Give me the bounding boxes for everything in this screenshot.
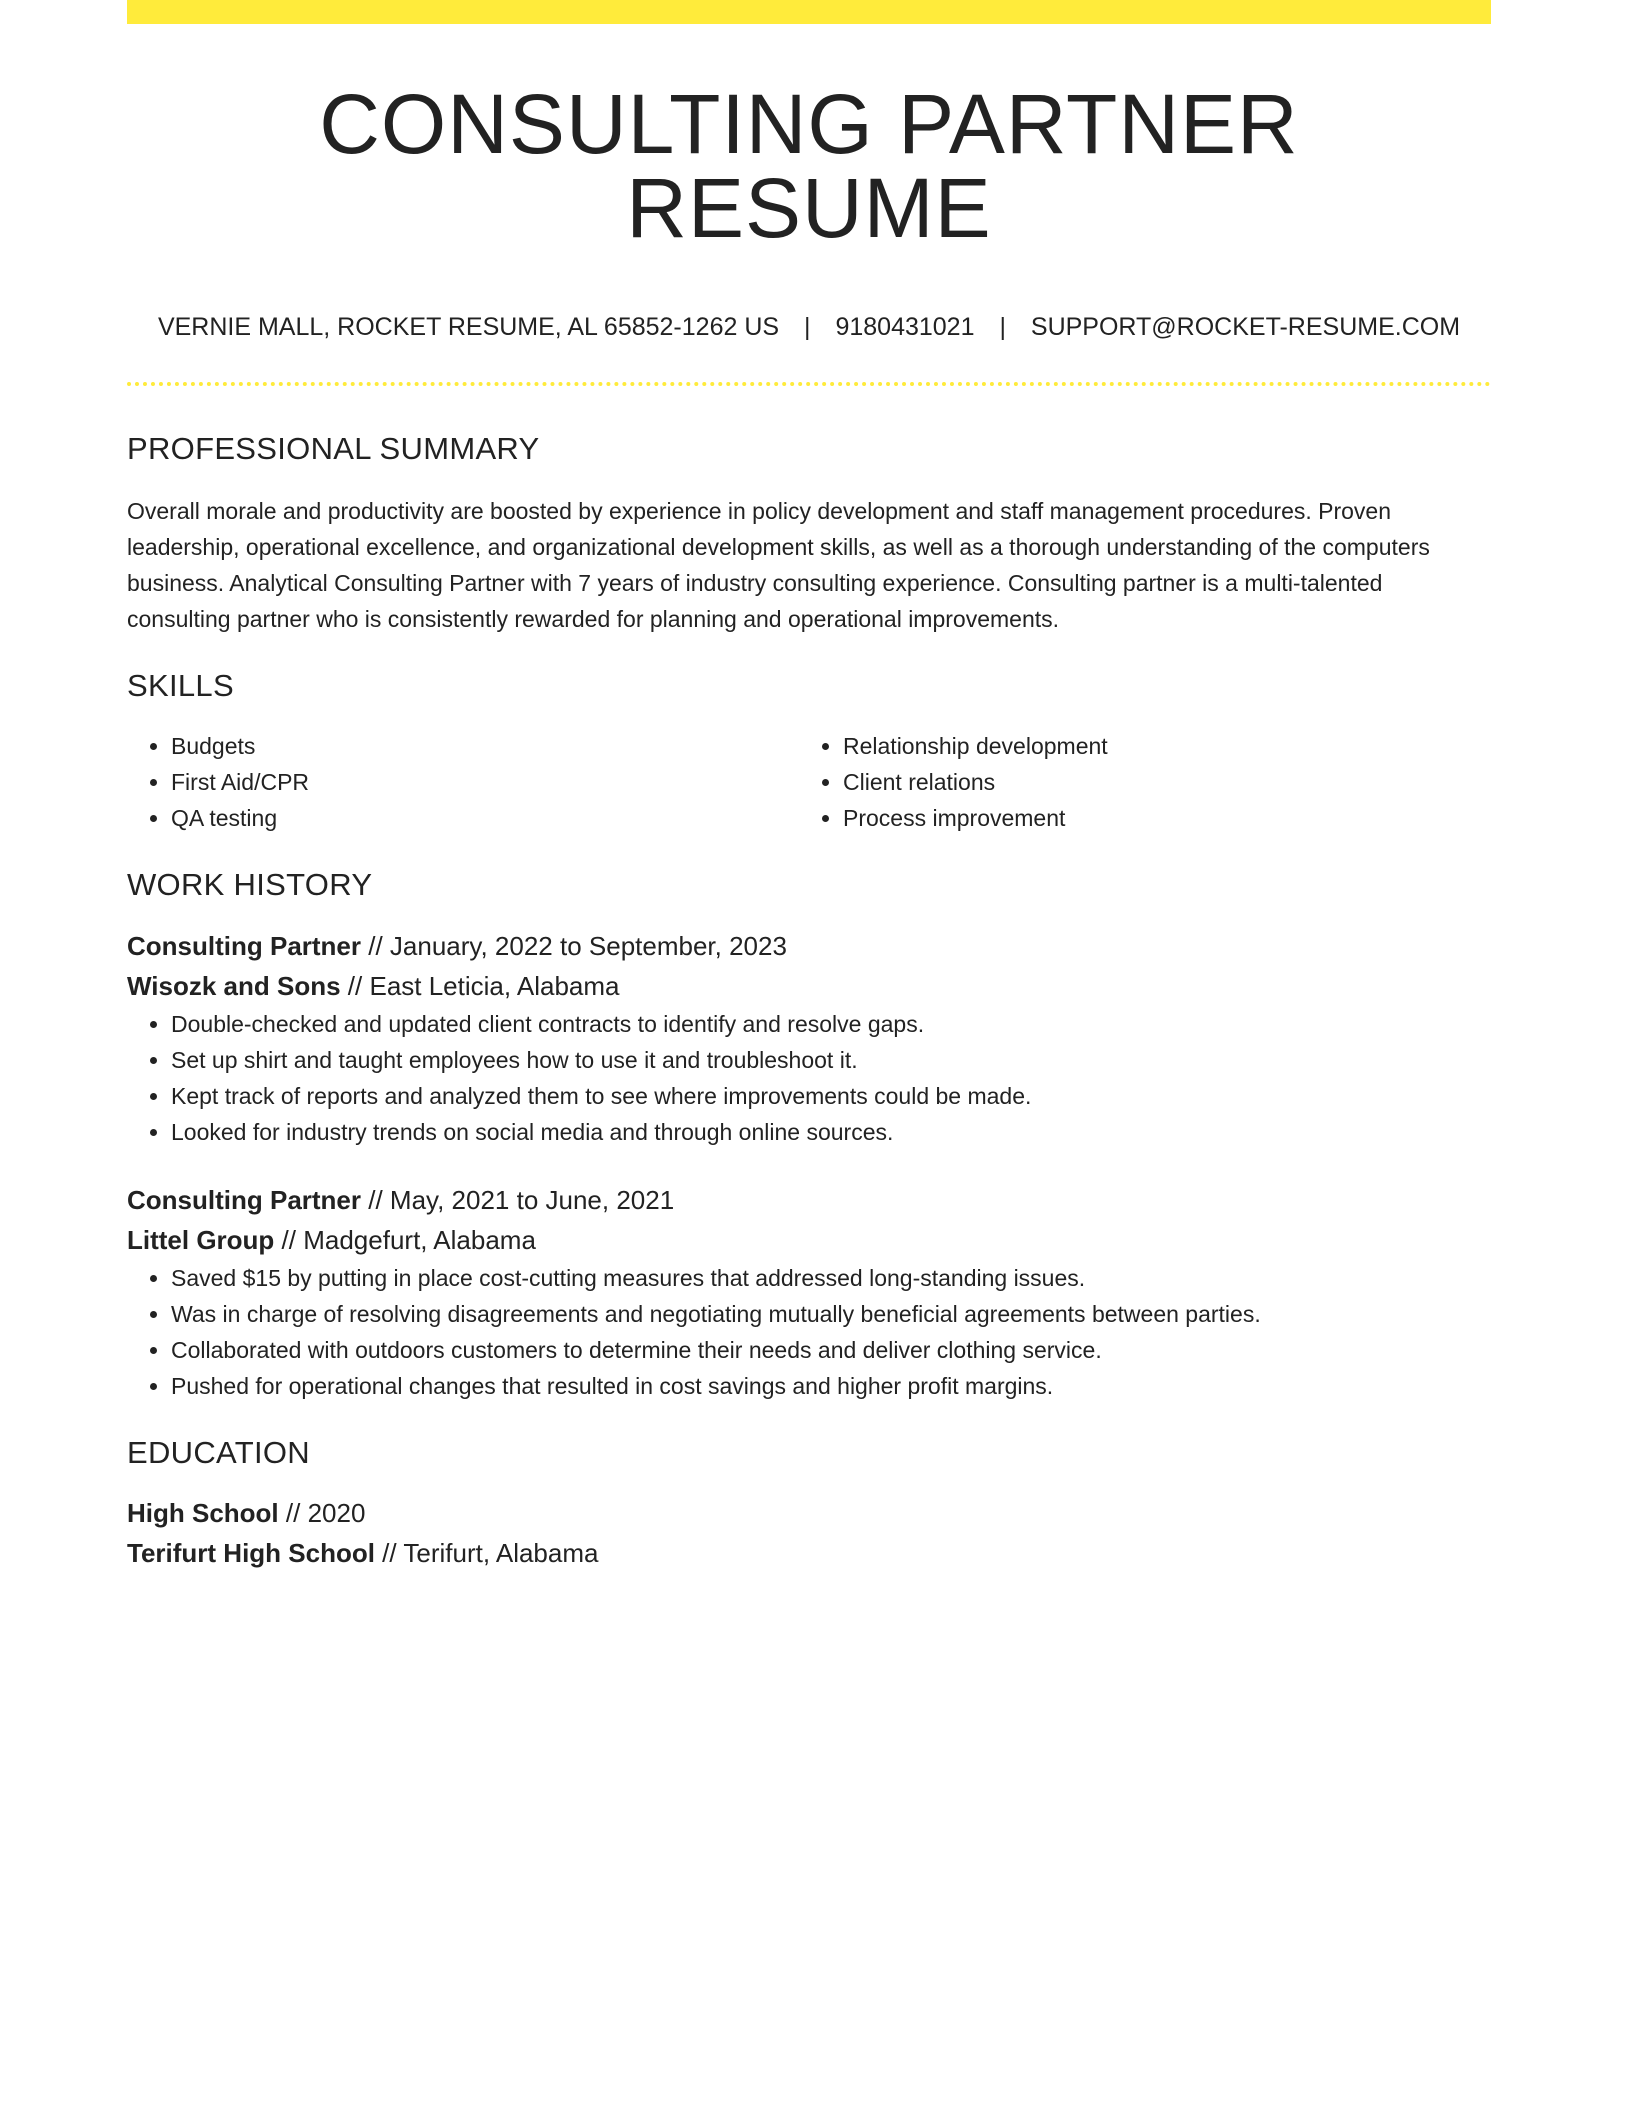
page-title: CONSULTING PARTNER RESUME: [319, 77, 1299, 255]
contact-address: VERNIE MALL, ROCKET RESUME, AL 65852-1262 US: [157, 313, 780, 341]
job-bullet: • Saved $15 by putting in place cost-cutting measures that addressed long-standing issues.: [171, 1260, 1491, 1296]
job-bullet: • Set up shirt and taught employees how to use it and troubleshoot it.: [171, 1042, 1491, 1078]
job-bullet: • Collaborated with outdoors customers to determine their needs and deliver clothing service.: [171, 1332, 1491, 1368]
job-bullet: • Pushed for operational changes that resulted in cost savings and higher profit margins.: [171, 1368, 1491, 1404]
skills-list-right: [799, 728, 1471, 836]
job-company-line: [127, 966, 1491, 1006]
work-history-heading: WORK HISTORY: [127, 867, 373, 903]
contact-phone: 9180431021: [835, 313, 975, 341]
job-company: Littel Group: [127, 1224, 275, 1255]
summary-text: Overall morale and productivity are boosted by experience in policy development and staff management procedures. Proven leadership, operational excellence, and organizational development skills, as well as a thorough understanding of the computers business. Analytical Consulting Partner with 7 years of industry consulting experience. Consulting partner is a multi-talented consulting partner who is consistently rewarded for planning and operational improvements.: [127, 498, 1430, 633]
education-year: // 2020: [278, 1497, 366, 1528]
education-degree-line: [127, 1493, 1491, 1533]
resume-page: [127, 0, 1491, 1573]
job-title: Consulting Partner: [127, 1184, 362, 1215]
skill-item: • QA testing: [171, 800, 799, 836]
skill-item: • Budgets: [171, 728, 799, 764]
accent-top-bar: [127, 0, 1491, 24]
skill-item: • Relationship development: [843, 728, 1471, 764]
skill-item: • Client relations: [843, 764, 1471, 800]
job-location: // East Leticia, Alabama: [340, 970, 620, 1001]
job-title-line: [127, 1180, 1491, 1220]
skill-item: • First Aid/CPR: [171, 764, 799, 800]
contact-email: SUPPORT@ROCKET-RESUME.COM: [1030, 313, 1461, 341]
skills-list-left: [127, 728, 799, 836]
skills-heading: SKILLS: [127, 668, 234, 704]
job-bullet: • Was in charge of resolving disagreements and negotiating mutually beneficial agreements between parties.: [171, 1296, 1491, 1332]
job-bullet: • Kept track of reports and analyzed them to see where improvements could be made.: [171, 1078, 1491, 1114]
summary-heading: PROFESSIONAL SUMMARY: [127, 431, 540, 466]
education-heading: EDUCATION: [127, 1434, 310, 1470]
skill-item: • Process improvement: [843, 800, 1471, 836]
contact-separator: |: [804, 313, 811, 341]
job-entry: [127, 926, 1491, 1150]
job-company: Wisozk and Sons: [127, 970, 341, 1001]
education-school-line: [127, 1533, 1491, 1573]
job-bullet: • Looked for industry trends on social media and through online sources.: [171, 1114, 1491, 1150]
job-company-line: [127, 1220, 1491, 1260]
job-title-line: [127, 926, 1491, 966]
education-location: // Terifurt, Alabama: [374, 1537, 599, 1568]
job-dates: // January, 2022 to September, 2023: [361, 930, 787, 961]
education-school: Terifurt High School: [127, 1537, 375, 1568]
job-bullet-list: [127, 1260, 1491, 1404]
skills-grid: [127, 728, 1491, 836]
job-dates: // May, 2021 to June, 2021: [361, 1184, 675, 1215]
dotted-divider: [127, 382, 1491, 386]
education-degree: High School: [127, 1497, 279, 1528]
job-bullet-list: [127, 1006, 1491, 1150]
job-entry: [127, 1180, 1491, 1404]
job-title: Consulting Partner: [127, 930, 362, 961]
contact-separator: |: [999, 313, 1006, 341]
job-bullet: • Double-checked and updated client contracts to identify and resolve gaps.: [171, 1006, 1491, 1042]
contact-line: [127, 312, 1491, 342]
job-location: // Madgefurt, Alabama: [274, 1224, 536, 1255]
